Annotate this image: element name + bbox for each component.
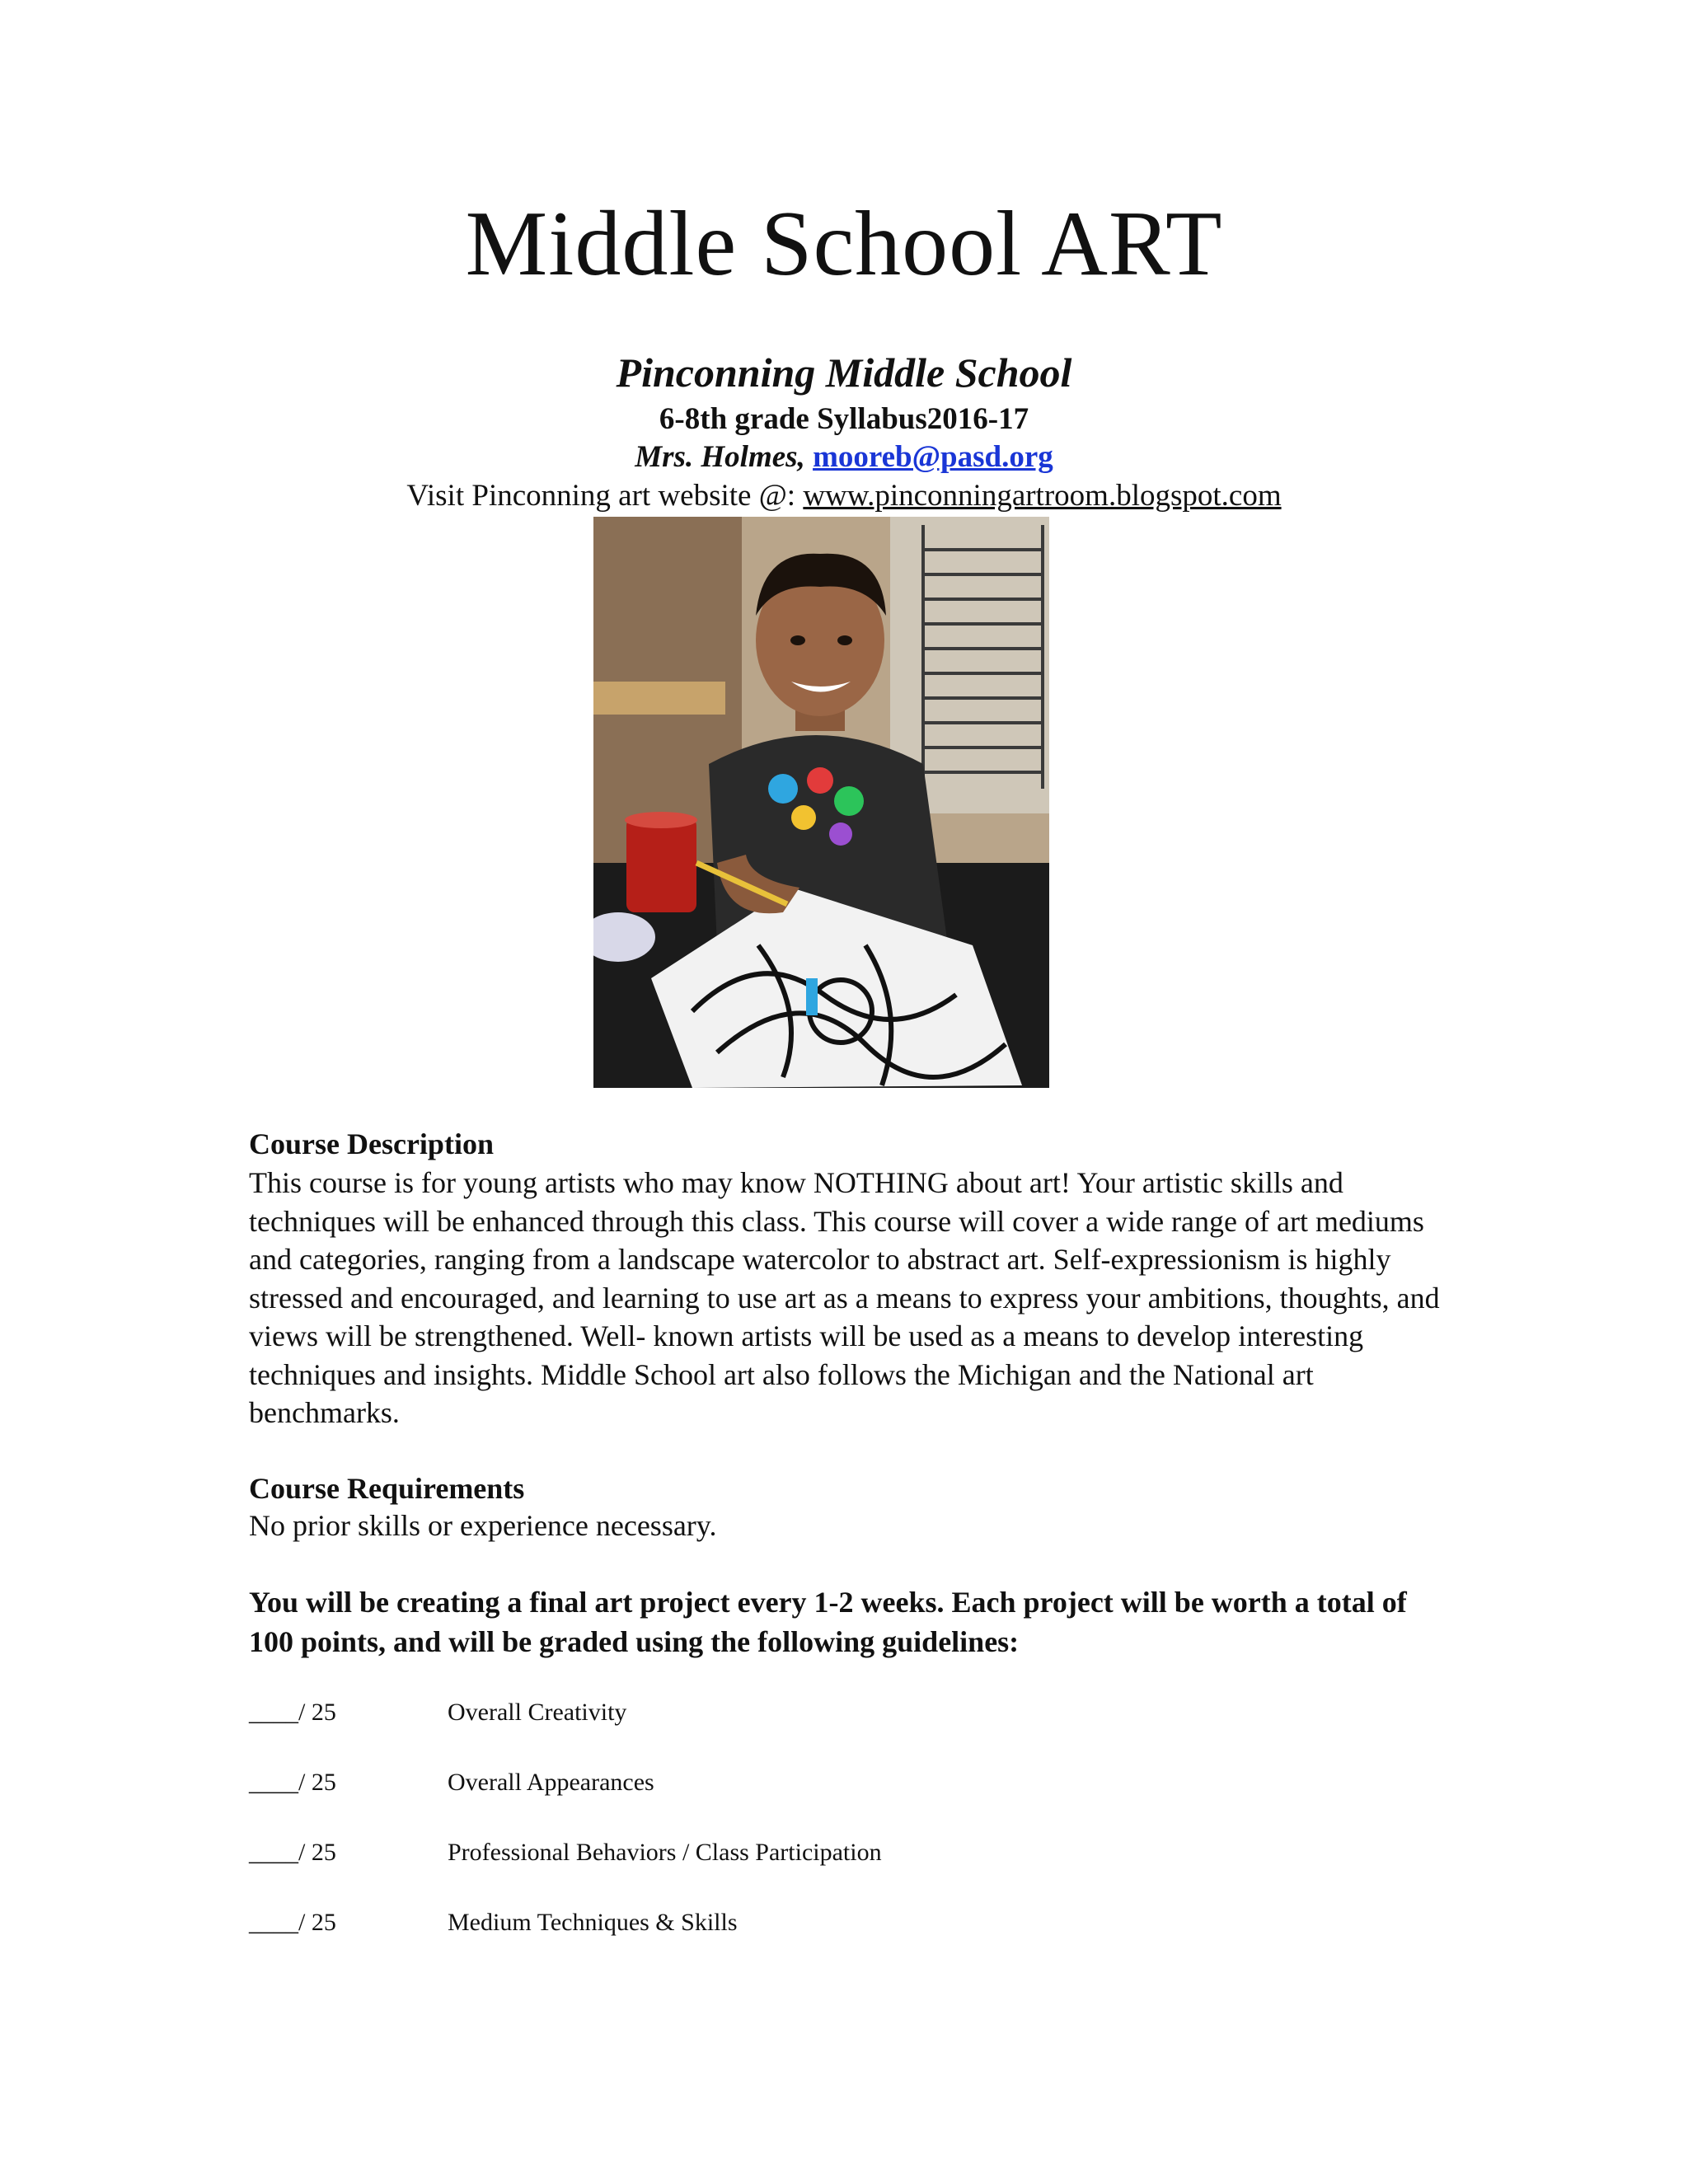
teacher-email-link[interactable]: mooreb@pasd.org xyxy=(813,440,1053,474)
website-prefix: Visit Pinconning art website @: xyxy=(406,479,796,513)
rubric-label: Medium Techniques & Skills xyxy=(448,1909,738,1936)
teacher-name: Mrs. Holmes, xyxy=(635,440,805,474)
rubric-label: Overall Creativity xyxy=(448,1699,627,1726)
course-description-heading: Course Description xyxy=(249,1127,494,1160)
rubric-label: Overall Appearances xyxy=(448,1769,654,1796)
rubric-score: ____/ 25 xyxy=(249,1769,336,1796)
photo-illustration xyxy=(593,517,1049,1088)
page-title: Middle School ART xyxy=(465,193,1223,295)
rubric-score: ____/ 25 xyxy=(249,1909,336,1936)
rubric-row xyxy=(249,1909,1485,1942)
school-name: Pinconning Middle School xyxy=(616,349,1072,396)
course-description-text: This course is for young artists who may know NOTHING about art! Your artistic skills and techniques will be enhanced through this class. This course will cover a wide range of art mediums and categories, ranging from a landscape watercolor to abstract art. Self-expressionism is highly stressed and encouraged, and learning to use art as a means to express your ambitions, thoughts, and views will be strengthened. Well- known artists will be used as a means to develop interesting techniques and insights. Middle School art also follows the Michigan and the National art benchmarks. xyxy=(249,1166,1440,1429)
student-painting-photo xyxy=(593,517,1049,1088)
rubric-row xyxy=(249,1839,1485,1872)
grade-syllabus-line: 6-8th grade Syllabus2016-17 xyxy=(659,402,1029,436)
grading-note: You will be creating a final art project every 1-2 weeks. Each project will be worth a total of 100 points, and will be graded using the following guidelines: xyxy=(249,1586,1407,1658)
website-line xyxy=(0,478,1688,513)
course-requirements-heading: Course Requirements xyxy=(249,1472,525,1505)
teacher-line xyxy=(0,439,1688,475)
website-link[interactable]: www.pinconningartroom.blogspot.com xyxy=(803,479,1282,513)
rubric-label: Professional Behaviors / Class Participation xyxy=(448,1839,882,1866)
rubric-row xyxy=(249,1699,1485,1732)
rubric-score: ____/ 25 xyxy=(249,1699,336,1726)
rubric-row xyxy=(249,1769,1485,1802)
rubric-score: ____/ 25 xyxy=(249,1839,336,1866)
course-requirements-text: No prior skills or experience necessary. xyxy=(249,1509,717,1542)
